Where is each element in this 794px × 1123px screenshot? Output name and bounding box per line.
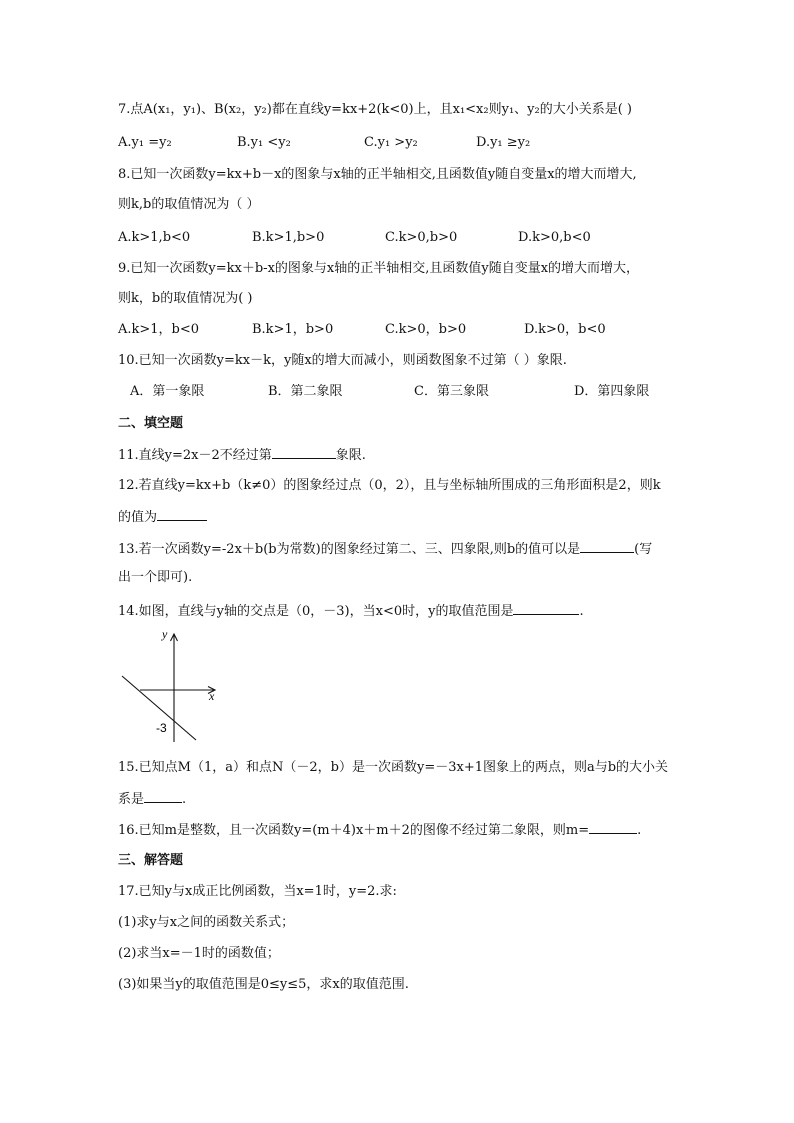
question-13-line1	[118, 540, 652, 558]
section-heading-fill-in: 二、填空题	[118, 416, 184, 431]
question-9-line1: 9.已知一次函数y=kx＋b-x的图象与x轴的正半轴相交,且函数值y随自变量x的增大而增大，	[118, 261, 640, 276]
section-heading-solve: 三、解答题	[118, 853, 184, 868]
q15-answer-blank[interactable]	[144, 790, 182, 803]
question-15-line1: 15.已知点M（1，a）和点N（－2，b）是一次函数y=－3x+1图象上的两点，则a与b的大小关	[118, 760, 669, 775]
q9-option-d: D.k>0，b<0	[524, 322, 606, 337]
q8-option-d: D.k>0,b<0	[518, 230, 591, 245]
q7-option-a: A.y₁ =y₂	[118, 135, 172, 150]
q15-text-before: 系是	[118, 792, 145, 807]
q13-text-after: (写	[634, 542, 653, 557]
line-graph-figure	[118, 626, 228, 742]
q13-text-before: 13.若一次函数y=-2x＋b(b为常数)的图象经过第二、三、四象限,则b的值可以是	[118, 542, 581, 557]
q7-option-b: B.y₁ <y₂	[237, 135, 291, 150]
q16-text-after: .	[637, 823, 642, 838]
q10-option-b: B．第二象限	[268, 384, 343, 399]
y-intercept-label: -3	[156, 721, 167, 735]
q12-answer-blank[interactable]	[157, 508, 207, 521]
question-10-stem: 10.已知一次函数y=kx－k，y随x的增大而减小，则函数图象不过第（ ）象限.	[118, 353, 567, 368]
q7-option-c: C.y₁ >y₂	[364, 135, 418, 150]
question-17-part2: (2)求当x=－1时的函数值；	[118, 946, 280, 961]
question-9-line2: 则k，b的取值情况为( )	[118, 291, 253, 306]
q13-answer-blank[interactable]	[580, 540, 634, 553]
q9-option-a: A.k>1，b<0	[118, 322, 200, 337]
x-axis-label: x	[209, 689, 215, 703]
q9-option-c: C.k>0，b>0	[385, 322, 467, 337]
q11-answer-blank[interactable]	[272, 446, 336, 459]
x-axis	[140, 687, 215, 694]
q11-text-after: 象限.	[335, 448, 366, 463]
y-axis-label: y	[162, 627, 168, 641]
q10-option-d: D．第四象限	[574, 384, 650, 399]
q16-answer-blank[interactable]	[589, 821, 637, 834]
q8-option-c: C.k>0,b>0	[385, 230, 458, 245]
q7-option-d: D.y₁ ≥y₂	[476, 135, 531, 150]
question-17-stem: 17.已知y与x成正比例函数，当x=1时，y=2.求:	[118, 884, 397, 899]
q10-option-c: C．第三象限	[414, 384, 489, 399]
q14-text-after: .	[579, 604, 584, 619]
question-15-line2	[118, 790, 186, 808]
q9-option-b: B.k>1，b>0	[252, 322, 334, 337]
question-16	[118, 821, 641, 839]
q12-text-before: 的值为	[118, 510, 158, 525]
question-17-part3: (3)如果当y的取值范围是0≤y≤5，求x的取值范围.	[118, 977, 409, 992]
question-11	[118, 446, 366, 464]
question-14	[118, 602, 584, 620]
question-13-line2: 出一个即可).	[118, 570, 193, 585]
y-axis	[171, 634, 178, 742]
question-12-line2	[118, 508, 207, 526]
q10-option-a: A．第一象限	[130, 384, 205, 399]
question-12-line1: 12.若直线y=kx+b（k≠0）的图象经过点（0，2），且与坐标轴所围成的三角形面积是2，则k	[118, 478, 661, 493]
q15-text-after: .	[182, 792, 187, 807]
q16-text-before: 16.已知m是整数，且一次函数y=(m＋4)x＋m＋2的图像不经过第二象限，则m=	[118, 823, 590, 838]
question-8-line1: 8.已知一次函数y=kx+b－x的图象与x轴的正半轴相交,且函数值y随自变量x的增大而增大,	[118, 167, 637, 182]
question-8-line2: 则k,b的取值情况为（ ）	[118, 197, 260, 212]
question-17-part1: (1)求y与x之间的函数关系式；	[118, 915, 295, 930]
q14-answer-blank[interactable]	[513, 602, 579, 615]
question-7-stem: 7.点A(x₁，y₁)、B(x₂，y₂)都在直线y=kx+2(k<0)上，且x₁<x₂则y₁、y₂的大小关系是( )	[118, 102, 632, 117]
q14-text-before: 14.如图，直线与y轴的交点是（0，－3)，当x<0时，y的取值范围是	[118, 604, 514, 619]
q8-option-b: B.k>1,b>0	[252, 230, 325, 245]
q8-option-a: A.k>1,b<0	[118, 230, 191, 245]
q11-text-before: 11.直线y=2x－2不经过第	[118, 448, 272, 463]
